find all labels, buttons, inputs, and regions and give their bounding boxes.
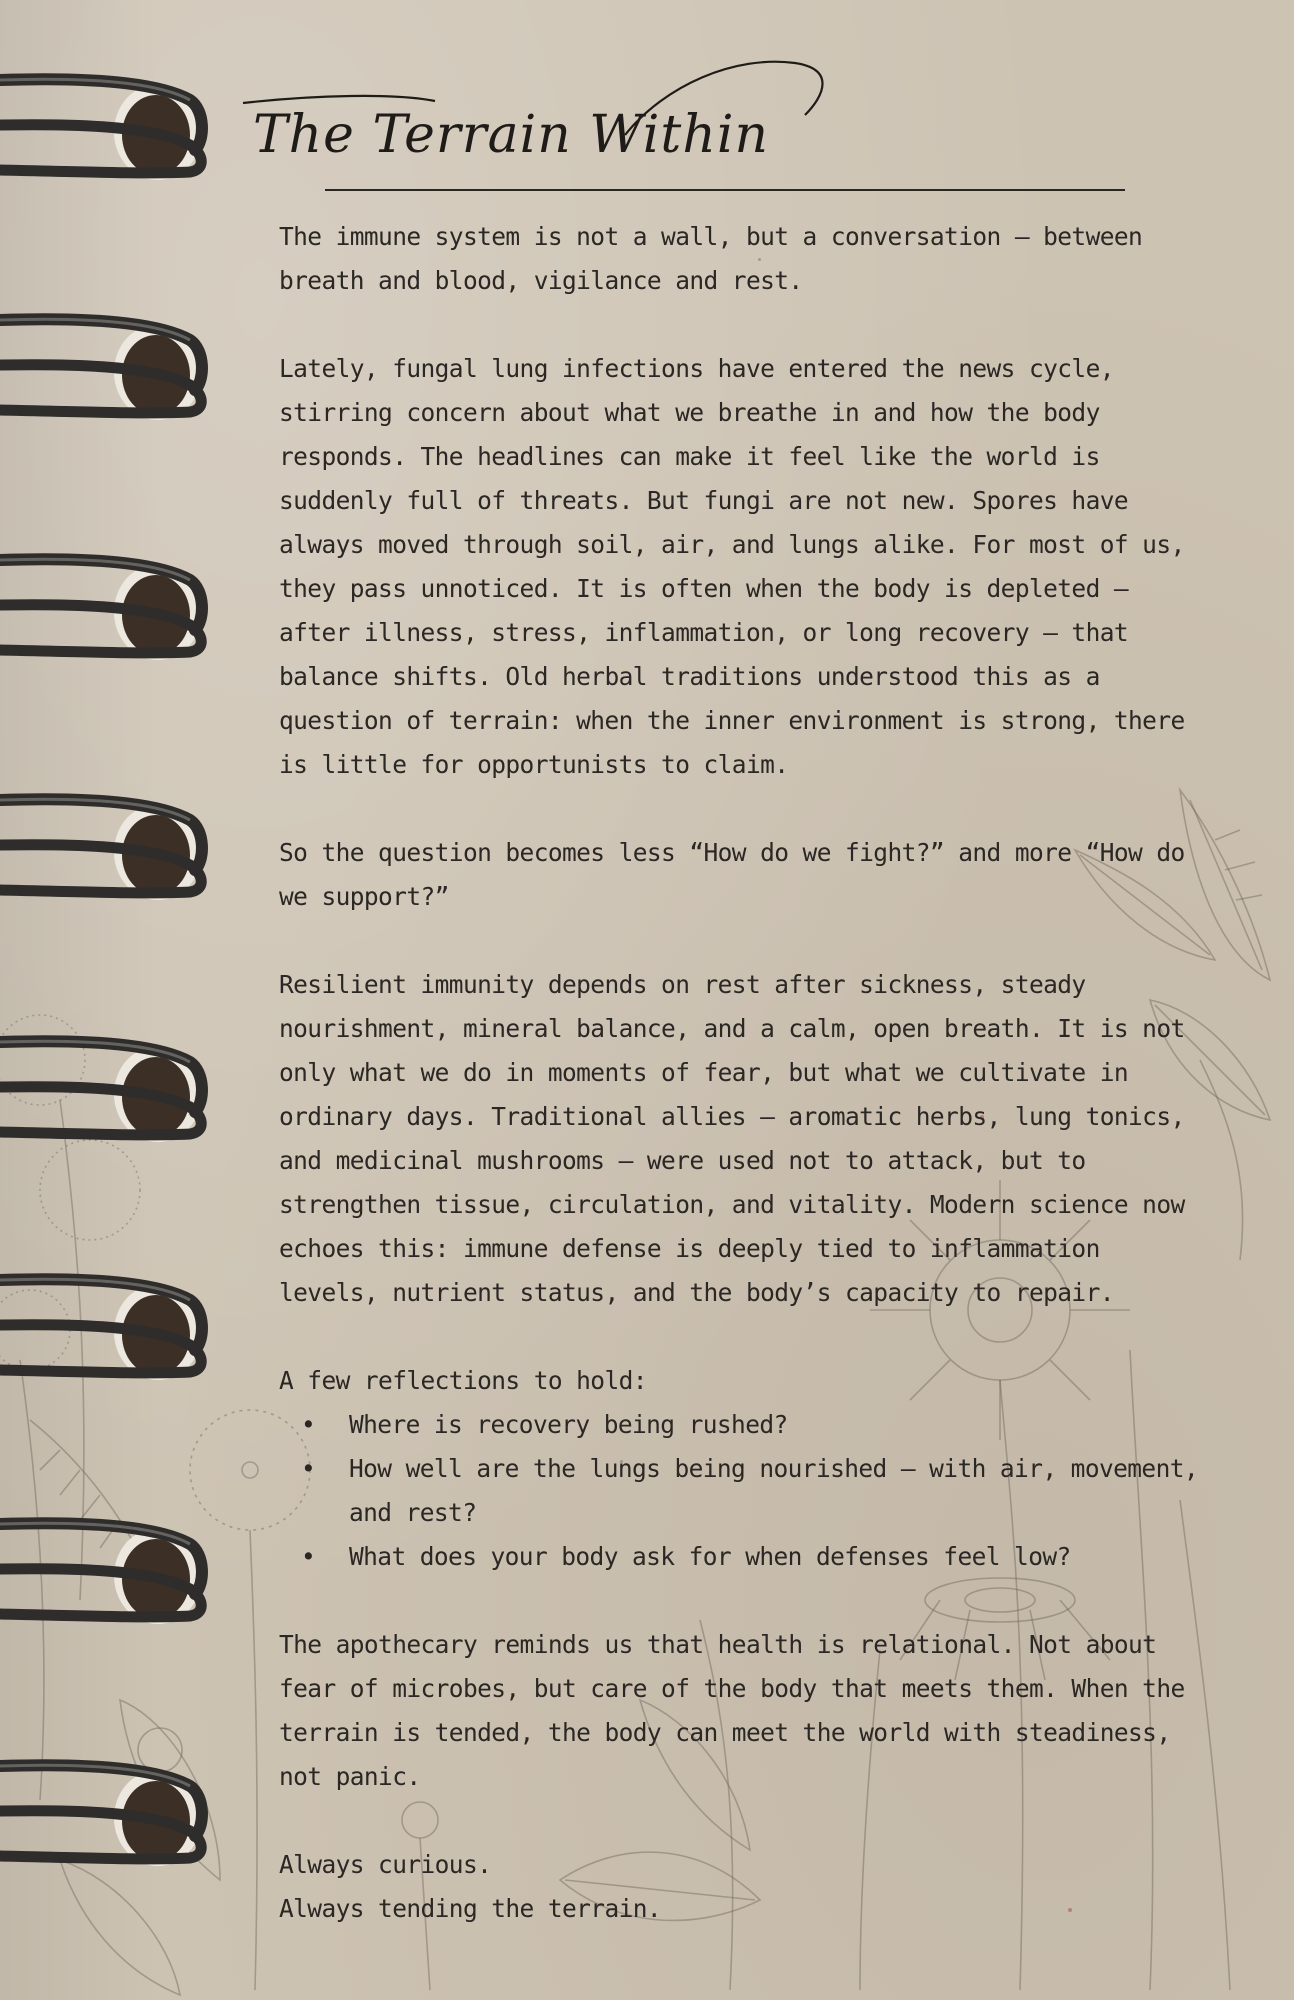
conclusion-paragraph: The apothecary reminds us that health is relational. Not about fear of microbes, but care of the body that meets them. When the terrain is tended, the body can meet the world with steadiness, not panic.: [279, 1630, 1185, 1791]
list-item-text: How well are the lungs being nourished — with air, movement, and rest?: [349, 1454, 1199, 1527]
resilience-paragraph: Resilient immunity depends on rest after sickness, steady nourishment, mineral balance, and a calm, open breath. It is not only what we do in moments of fear, but what we cultivate in ordinary days. Traditional allies — aromatic herbs, lung tonics, and medicinal mushrooms — were used not to attack, but to strengthen tissue, circulation, and vitality. Modern science now echoes this: immune defense is deeply tied to inflammation levels, nutrient status, and the body’s capacity to repair.: [279, 970, 1185, 1307]
bullet-icon: •: [301, 1542, 316, 1571]
list-item: [279, 1403, 1209, 1447]
signoff-line-2: Always tending the terrain.: [279, 1894, 662, 1923]
list-item: [279, 1447, 1209, 1535]
question-paragraph: So the question becomes less “How do we fight?” and more “How do we support?”: [279, 838, 1185, 911]
spiral-binding: [0, 0, 230, 2000]
bullet-icon: •: [301, 1410, 316, 1439]
article-body: [279, 215, 1209, 1931]
page-title: The Terrain Within: [253, 105, 769, 165]
reflections-list: [279, 1403, 1209, 1579]
reflections-intro: A few reflections to hold:: [279, 1366, 647, 1395]
list-item-text: Where is recovery being rushed?: [349, 1410, 788, 1439]
bullet-icon: •: [301, 1454, 316, 1483]
fungal-paragraph: Lately, fungal lung infections have entered the news cycle, stirring concern about what we breathe in and how the body responds. The headlines can make it feel like the world is suddenly full of threats. But fungi are not new. Spores have always moved through soil, air, and lungs alike. For most of us, they pass unnoticed. It is often when the body is depleted — after illness, stress, inflammation, or long recovery — that balance shifts. Old herbal traditions understood this as a question of terrain: when the inner environment is strong, there is little for opportunists to claim.: [279, 354, 1185, 779]
signoff-line-1: Always curious.: [279, 1850, 492, 1879]
title-underline: [325, 189, 1125, 191]
title-block: [235, 55, 1135, 205]
intro-paragraph: The immune system is not a wall, but a conversation — between breath and blood, vigilance and rest.: [279, 222, 1143, 295]
list-item: [279, 1535, 1209, 1579]
list-item-text: What does your body ask for when defenses feel low?: [349, 1542, 1071, 1571]
